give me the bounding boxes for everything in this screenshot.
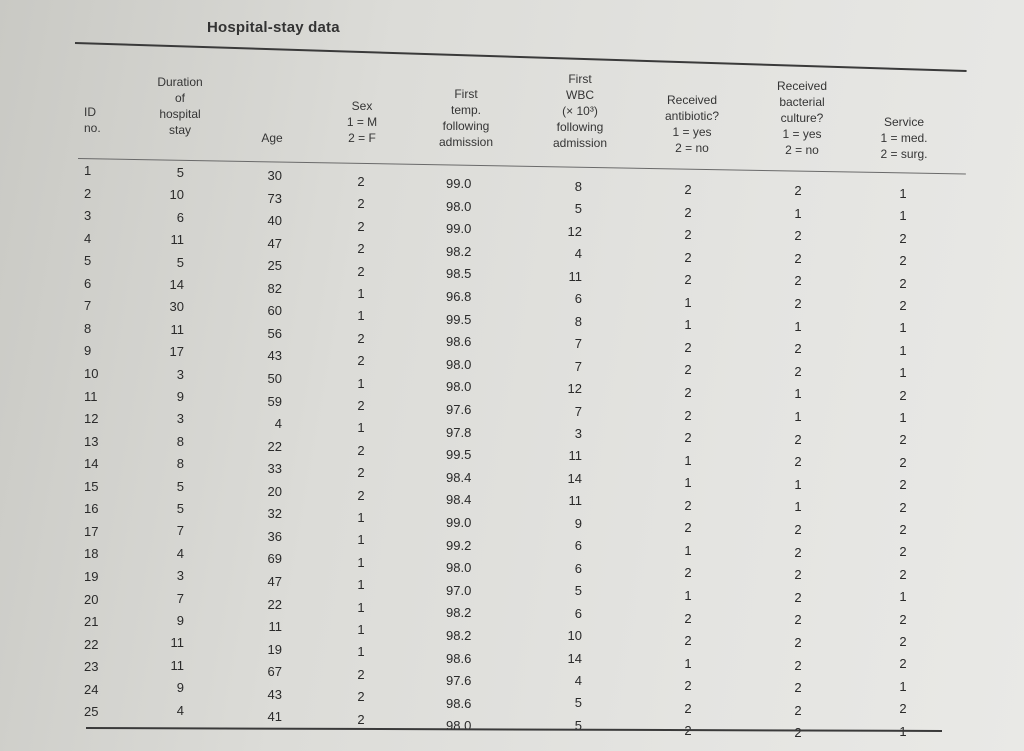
cell-culture: 2 bbox=[794, 657, 802, 673]
cell-duration: 9 bbox=[176, 680, 184, 696]
cell-id: 7 bbox=[84, 298, 92, 314]
cell-sex: 2 bbox=[357, 241, 365, 257]
cell-service: 2 bbox=[899, 544, 907, 560]
cell-temp: 99.5 bbox=[446, 311, 472, 327]
bottom-rule bbox=[86, 727, 942, 732]
page-title: Hospital-stay data bbox=[207, 19, 340, 36]
cell-temp: 99.2 bbox=[446, 537, 472, 553]
cell-wbc: 3 bbox=[574, 425, 582, 441]
cell-antibiotic: 2 bbox=[684, 339, 692, 355]
cell-sex: 2 bbox=[357, 398, 365, 413]
header-culture bbox=[760, 78, 844, 158]
cell-temp: 99.5 bbox=[446, 447, 472, 463]
cell-wbc: 5 bbox=[574, 583, 582, 599]
cell-antibiotic: 2 bbox=[684, 678, 692, 694]
cell-duration: 3 bbox=[176, 366, 184, 382]
cell-culture: 1 bbox=[794, 386, 802, 402]
cell-id: 22 bbox=[84, 636, 99, 652]
cell-age: 67 bbox=[267, 664, 282, 680]
cell-id: 17 bbox=[84, 523, 99, 539]
cell-temp: 97.8 bbox=[446, 424, 472, 440]
cell-service: 2 bbox=[899, 499, 907, 515]
cell-sex: 1 bbox=[357, 308, 365, 324]
cell-antibiotic: 1 bbox=[684, 475, 692, 491]
header-id bbox=[84, 104, 101, 136]
cell-antibiotic: 2 bbox=[684, 182, 692, 197]
cell-id: 9 bbox=[84, 343, 92, 359]
cell-wbc: 4 bbox=[574, 246, 582, 262]
header-culture-line: 2 = no bbox=[785, 143, 819, 157]
cell-id: 3 bbox=[84, 208, 92, 224]
cell-antibiotic: 2 bbox=[684, 362, 692, 378]
header-temp-line: following bbox=[442, 119, 490, 133]
header-service-line: Service bbox=[883, 115, 924, 129]
cell-duration: 6 bbox=[176, 209, 184, 225]
cell-service: 2 bbox=[899, 701, 907, 717]
cell-age: 32 bbox=[267, 506, 282, 522]
cell-culture: 2 bbox=[794, 612, 802, 628]
cell-culture: 1 bbox=[794, 499, 802, 515]
cell-wbc: 10 bbox=[567, 628, 582, 643]
cell-wbc: 12 bbox=[567, 223, 582, 239]
cell-id: 1 bbox=[84, 163, 92, 178]
cell-id: 21 bbox=[84, 614, 99, 629]
header-id-line: no. bbox=[84, 121, 101, 135]
header-culture-line: 1 = yes bbox=[782, 127, 822, 141]
cell-wbc: 7 bbox=[574, 358, 582, 374]
cell-service: 2 bbox=[899, 656, 907, 672]
cell-antibiotic: 2 bbox=[684, 497, 692, 513]
header-wbc-line: admission bbox=[552, 136, 608, 150]
cell-service: 2 bbox=[899, 387, 907, 403]
header-temp-line: First bbox=[454, 87, 478, 101]
cell-sex: 1 bbox=[357, 532, 365, 548]
cell-wbc: 11 bbox=[568, 448, 582, 464]
header-service bbox=[864, 114, 944, 162]
cell-sex: 1 bbox=[357, 375, 365, 391]
cell-antibiotic: 2 bbox=[684, 520, 692, 536]
cell-service: 2 bbox=[899, 253, 907, 269]
cell-age: 59 bbox=[267, 393, 282, 409]
cell-service: 2 bbox=[899, 611, 907, 627]
cell-duration: 10 bbox=[169, 187, 184, 203]
cell-wbc: 6 bbox=[574, 605, 582, 621]
cell-temp: 96.8 bbox=[446, 289, 472, 304]
cell-id: 14 bbox=[84, 456, 99, 472]
cell-culture: 2 bbox=[794, 183, 802, 198]
cell-service: 2 bbox=[899, 522, 907, 537]
cell-duration: 14 bbox=[169, 277, 184, 292]
cell-duration: 8 bbox=[176, 433, 184, 449]
cell-duration: 11 bbox=[170, 657, 184, 673]
cell-culture: 2 bbox=[794, 589, 802, 605]
cell-wbc: 14 bbox=[567, 650, 582, 666]
cell-sex: 2 bbox=[357, 330, 365, 346]
cell-sex: 1 bbox=[357, 599, 365, 615]
cell-temp: 98.0 bbox=[446, 198, 472, 214]
cell-antibiotic: 2 bbox=[684, 249, 692, 265]
cell-temp: 98.6 bbox=[446, 334, 472, 350]
cell-age: 56 bbox=[267, 325, 282, 341]
cell-service: 2 bbox=[899, 298, 907, 313]
cell-service: 2 bbox=[899, 477, 907, 493]
header-antibiotic-line: Received bbox=[666, 93, 718, 107]
header-culture-line: culture? bbox=[780, 111, 824, 125]
cell-duration: 7 bbox=[176, 523, 184, 539]
cell-culture: 2 bbox=[794, 228, 802, 244]
cell-antibiotic: 2 bbox=[684, 204, 692, 220]
cell-sex: 1 bbox=[357, 644, 365, 660]
header-id-line: ID bbox=[84, 105, 96, 119]
cell-antibiotic: 1 bbox=[684, 587, 692, 603]
cell-sex: 2 bbox=[357, 465, 365, 481]
cell-sex: 2 bbox=[357, 487, 365, 503]
cell-duration: 5 bbox=[176, 165, 184, 180]
cell-antibiotic: 1 bbox=[684, 317, 692, 333]
cell-sex: 2 bbox=[357, 442, 365, 458]
cell-sex: 2 bbox=[357, 711, 365, 727]
cell-culture: 1 bbox=[794, 205, 802, 221]
header-temp-line: temp. bbox=[450, 103, 481, 117]
cell-service: 1 bbox=[899, 678, 907, 694]
cell-antibiotic: 1 bbox=[684, 452, 692, 468]
cell-age: 22 bbox=[267, 438, 282, 454]
cell-culture: 2 bbox=[794, 702, 802, 718]
header-sex-line: 1 = M bbox=[346, 115, 378, 129]
cell-service: 1 bbox=[899, 365, 907, 381]
cell-age: 43 bbox=[267, 348, 282, 364]
cell-service: 1 bbox=[899, 723, 907, 739]
header-age bbox=[250, 130, 294, 146]
cell-age: 11 bbox=[268, 619, 282, 634]
cell-age: 19 bbox=[267, 641, 282, 657]
cell-culture: 2 bbox=[794, 341, 802, 357]
cell-duration: 5 bbox=[176, 478, 184, 494]
cell-sex: 1 bbox=[357, 420, 365, 436]
cell-service: 2 bbox=[899, 454, 907, 470]
cell-duration: 11 bbox=[170, 635, 184, 651]
cell-temp: 98.0 bbox=[446, 560, 472, 576]
cell-temp: 98.2 bbox=[446, 243, 472, 259]
cell-age: 20 bbox=[267, 483, 282, 499]
cell-age: 40 bbox=[267, 213, 282, 229]
cell-service: 1 bbox=[899, 186, 907, 201]
cell-service: 2 bbox=[899, 230, 907, 246]
cell-id: 11 bbox=[84, 388, 98, 404]
cell-duration: 11 bbox=[170, 321, 184, 337]
cell-id: 23 bbox=[84, 659, 99, 675]
cell-wbc: 6 bbox=[574, 291, 582, 307]
cell-wbc: 11 bbox=[568, 268, 582, 284]
header-antibiotic-line: 1 = yes bbox=[672, 125, 712, 139]
cell-temp: 98.2 bbox=[446, 605, 472, 621]
header-service-line: 1 = med. bbox=[880, 131, 928, 145]
cell-service: 2 bbox=[899, 275, 907, 291]
cell-sex: 1 bbox=[357, 510, 365, 525]
cell-culture: 2 bbox=[794, 250, 802, 266]
cell-age: 36 bbox=[267, 528, 282, 544]
cell-duration: 5 bbox=[176, 254, 184, 270]
cell-temp: 98.4 bbox=[446, 469, 472, 485]
cell-sex: 2 bbox=[357, 689, 365, 705]
cell-sex: 1 bbox=[357, 286, 365, 301]
cell-id: 19 bbox=[84, 568, 99, 584]
cell-sex: 1 bbox=[357, 577, 365, 593]
header-wbc bbox=[540, 71, 620, 151]
cell-wbc: 5 bbox=[574, 717, 582, 733]
cell-id: 2 bbox=[84, 185, 92, 201]
cell-culture: 1 bbox=[794, 409, 802, 424]
cell-sex: 2 bbox=[357, 218, 365, 234]
cell-id: 10 bbox=[84, 366, 99, 381]
cell-antibiotic: 1 bbox=[684, 294, 692, 310]
cell-id: 24 bbox=[84, 681, 99, 697]
cell-age: 69 bbox=[267, 551, 282, 567]
header-culture-line: bacterial bbox=[779, 95, 825, 109]
cell-duration: 3 bbox=[176, 568, 184, 584]
header-duration-line: stay bbox=[168, 123, 191, 137]
header-service-line: 2 = surg. bbox=[880, 147, 928, 161]
header-duration bbox=[138, 74, 222, 138]
cell-wbc: 6 bbox=[574, 538, 582, 554]
cell-antibiotic: 2 bbox=[684, 565, 692, 581]
cell-sex: 2 bbox=[357, 196, 365, 212]
cell-age: 73 bbox=[267, 190, 282, 206]
cell-service: 1 bbox=[899, 320, 907, 336]
cell-duration: 17 bbox=[169, 344, 184, 360]
cell-service: 2 bbox=[899, 634, 907, 649]
cell-wbc: 14 bbox=[567, 470, 582, 486]
cell-service: 1 bbox=[899, 589, 907, 605]
cell-age: 60 bbox=[267, 303, 282, 319]
cell-culture: 1 bbox=[794, 318, 802, 334]
cell-culture: 2 bbox=[794, 522, 802, 537]
header-rule bbox=[78, 158, 966, 174]
cell-antibiotic: 2 bbox=[684, 272, 692, 288]
cell-duration: 4 bbox=[176, 702, 184, 718]
cell-sex: 2 bbox=[357, 174, 365, 189]
cell-culture: 2 bbox=[794, 363, 802, 379]
cell-culture: 2 bbox=[794, 296, 802, 311]
cell-duration: 7 bbox=[176, 590, 184, 606]
cell-temp: 97.6 bbox=[446, 402, 472, 417]
cell-id: 5 bbox=[84, 253, 92, 269]
cell-id: 6 bbox=[84, 275, 92, 291]
cell-temp: 98.6 bbox=[446, 650, 472, 666]
cell-id: 25 bbox=[84, 704, 99, 720]
header-wbc-line: First bbox=[568, 72, 592, 86]
top-rule bbox=[75, 42, 967, 72]
cell-service: 2 bbox=[899, 432, 907, 448]
cell-sex: 2 bbox=[357, 263, 365, 279]
cell-antibiotic: 2 bbox=[684, 633, 692, 648]
cell-wbc: 11 bbox=[568, 493, 582, 509]
cell-duration: 3 bbox=[176, 411, 184, 427]
cell-temp: 98.0 bbox=[446, 356, 472, 372]
cell-antibiotic: 1 bbox=[684, 542, 692, 558]
cell-sex: 1 bbox=[357, 554, 365, 570]
header-antibiotic-line: 2 = no bbox=[675, 141, 709, 155]
cell-sex: 2 bbox=[357, 353, 365, 369]
cell-wbc: 7 bbox=[574, 336, 582, 352]
cell-id: 18 bbox=[84, 546, 99, 562]
header-duration-line: hospital bbox=[159, 107, 201, 121]
cell-temp: 98.2 bbox=[446, 628, 472, 643]
cell-duration: 8 bbox=[176, 456, 184, 472]
header-wbc-line: WBC bbox=[566, 88, 594, 102]
cell-temp: 98.5 bbox=[446, 266, 472, 282]
header-wbc-line: (× 10³) bbox=[562, 104, 598, 118]
header-antibiotic bbox=[650, 92, 734, 156]
cell-service: 1 bbox=[899, 410, 907, 425]
cell-age: 43 bbox=[267, 686, 282, 702]
header-age-line: Age bbox=[261, 131, 283, 145]
cell-id: 4 bbox=[84, 230, 92, 246]
cell-age: 33 bbox=[267, 461, 282, 477]
cell-id: 13 bbox=[84, 433, 99, 449]
cell-wbc: 7 bbox=[574, 403, 582, 419]
cell-temp: 99.0 bbox=[446, 515, 472, 530]
cell-temp: 99.0 bbox=[446, 176, 472, 191]
cell-wbc: 8 bbox=[574, 313, 582, 329]
cell-temp: 98.6 bbox=[446, 695, 472, 711]
cell-service: 1 bbox=[899, 208, 907, 224]
cell-antibiotic: 2 bbox=[684, 385, 692, 400]
header-duration-line: Duration bbox=[157, 75, 203, 89]
header-culture-line: Received bbox=[776, 79, 828, 93]
cell-service: 2 bbox=[899, 566, 907, 582]
cell-sex: 1 bbox=[357, 622, 365, 637]
cell-wbc: 12 bbox=[567, 381, 582, 396]
cell-duration: 30 bbox=[169, 299, 184, 315]
cell-antibiotic: 2 bbox=[684, 227, 692, 243]
cell-age: 4 bbox=[274, 416, 282, 432]
cell-wbc: 5 bbox=[574, 201, 582, 217]
cell-sex: 2 bbox=[357, 666, 365, 682]
cell-duration: 11 bbox=[170, 232, 184, 248]
cell-age: 41 bbox=[267, 709, 282, 725]
cell-antibiotic: 2 bbox=[684, 723, 692, 739]
cell-wbc: 5 bbox=[574, 695, 582, 711]
cell-antibiotic: 2 bbox=[684, 700, 692, 716]
header-temp-line: admission bbox=[438, 135, 494, 149]
cell-wbc: 6 bbox=[574, 560, 582, 576]
cell-temp: 98.0 bbox=[446, 379, 472, 395]
cell-wbc: 4 bbox=[574, 672, 582, 688]
cell-culture: 2 bbox=[794, 273, 802, 289]
cell-age: 22 bbox=[267, 596, 282, 612]
header-temp bbox=[426, 86, 506, 150]
cell-antibiotic: 2 bbox=[684, 610, 692, 626]
cell-culture: 1 bbox=[794, 476, 802, 492]
header-wbc-line: following bbox=[556, 120, 604, 134]
cell-culture: 2 bbox=[794, 680, 802, 696]
cell-temp: 99.0 bbox=[446, 221, 472, 237]
cell-culture: 2 bbox=[794, 454, 802, 470]
cell-duration: 9 bbox=[176, 613, 184, 628]
header-sex bbox=[330, 98, 394, 146]
cell-duration: 9 bbox=[176, 389, 184, 404]
header-sex-line: 2 = F bbox=[348, 131, 376, 145]
cell-antibiotic: 2 bbox=[684, 430, 692, 446]
cell-temp: 98.0 bbox=[446, 718, 472, 734]
cell-duration: 5 bbox=[176, 501, 184, 516]
cell-age: 47 bbox=[267, 573, 282, 589]
cell-temp: 98.4 bbox=[446, 492, 472, 508]
cell-service: 1 bbox=[899, 342, 907, 358]
cell-id: 16 bbox=[84, 501, 99, 517]
cell-id: 20 bbox=[84, 591, 99, 607]
cell-temp: 97.6 bbox=[446, 673, 472, 689]
cell-id: 8 bbox=[84, 320, 92, 336]
cell-culture: 2 bbox=[794, 725, 802, 741]
header-antibiotic-line: antibiotic? bbox=[664, 109, 720, 123]
cell-age: 47 bbox=[267, 235, 282, 251]
cell-age: 30 bbox=[267, 168, 282, 183]
cell-wbc: 9 bbox=[574, 515, 582, 531]
cell-wbc: 8 bbox=[574, 179, 582, 194]
cell-antibiotic: 1 bbox=[684, 655, 692, 671]
cell-id: 15 bbox=[84, 478, 99, 494]
cell-culture: 2 bbox=[794, 544, 802, 560]
cell-antibiotic: 2 bbox=[684, 407, 692, 423]
cell-age: 82 bbox=[267, 280, 282, 296]
header-sex-line: Sex bbox=[351, 99, 373, 113]
cell-culture: 2 bbox=[794, 635, 802, 650]
cell-culture: 2 bbox=[794, 567, 802, 583]
cell-duration: 4 bbox=[176, 545, 184, 561]
cell-culture: 2 bbox=[794, 431, 802, 447]
cell-id: 12 bbox=[84, 411, 99, 427]
header-duration-line: of bbox=[174, 91, 185, 105]
cell-temp: 97.0 bbox=[446, 582, 472, 598]
cell-age: 25 bbox=[267, 258, 282, 274]
cell-age: 50 bbox=[267, 371, 282, 386]
